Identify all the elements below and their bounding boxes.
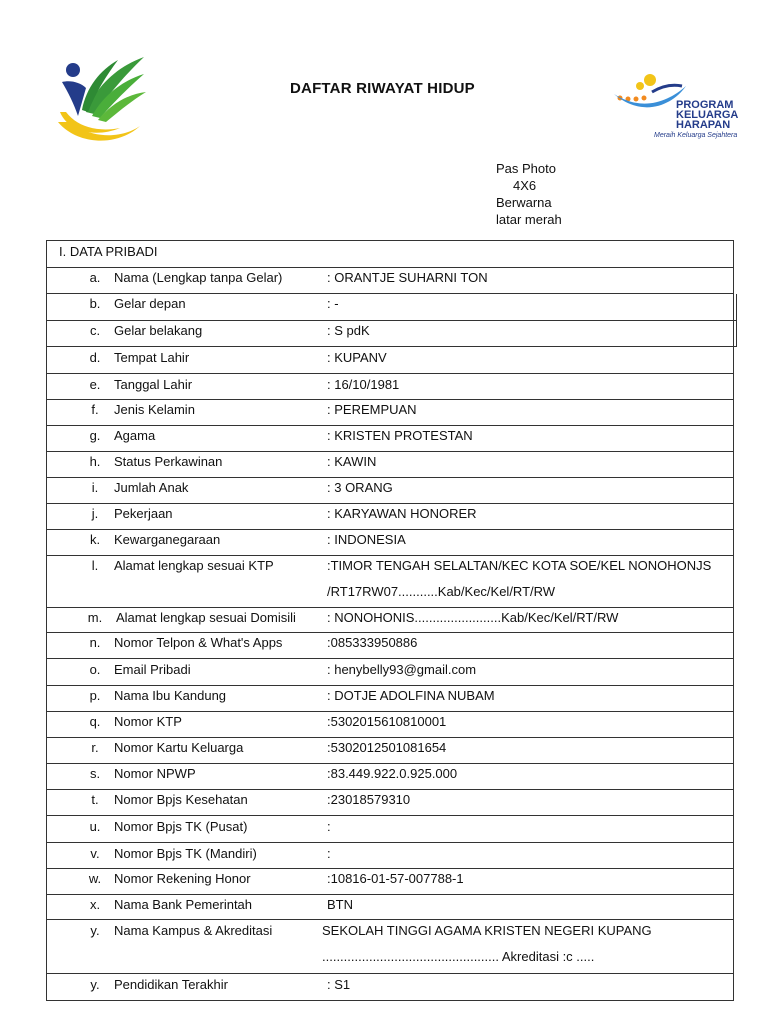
table-row	[47, 400, 733, 426]
row-label: Tanggal Lahir	[114, 377, 193, 392]
pas-photo-line-2: 4X6	[513, 178, 537, 193]
row-label: Alamat lengkap sesuai Domisili	[116, 610, 296, 625]
row-value: : 16/10/1981	[327, 377, 400, 392]
row-letter: j.	[91, 506, 99, 521]
row-value: : ORANTJE SUHARNI TON	[327, 270, 488, 285]
row-value: : KUPANV	[327, 350, 387, 365]
table-row	[47, 869, 733, 895]
table-row	[47, 347, 733, 374]
row-letter: y.	[90, 977, 100, 992]
row-value-continued: ................................................. Akreditasi :c .....	[322, 949, 595, 964]
table-row	[47, 974, 733, 1000]
row-letter: u.	[89, 819, 101, 834]
section-header-row	[47, 241, 733, 268]
row-label: Jumlah Anak	[114, 480, 189, 495]
logo-line-2: KELUARGA	[676, 109, 739, 121]
row-label: Nama (Lengkap tanpa Gelar)	[114, 270, 283, 285]
row-value: : NONOHONIS........................Kab/Kec/Kel/RT/RW	[327, 610, 619, 625]
table-row	[47, 452, 733, 478]
row-label: Status Perkawinan	[114, 454, 223, 469]
row-letter: i.	[91, 480, 99, 495]
row-value-continued: /RT17RW07...........Kab/Kec/Kel/RT/RW	[327, 584, 556, 599]
row-letter: q.	[89, 714, 101, 729]
table-row	[47, 294, 737, 321]
table-row	[47, 426, 733, 452]
table-row	[47, 686, 733, 712]
row-letter: r.	[91, 740, 99, 755]
row-value: BTN	[327, 897, 353, 912]
section-title: I. DATA PRIBADI	[59, 244, 158, 259]
row-label: Kewarganegaraan	[114, 532, 221, 547]
row-value: :5302015610810001	[327, 714, 447, 729]
row-label: Nomor KTP	[114, 714, 182, 729]
row-label: Pendidikan Terakhir	[114, 977, 228, 992]
row-letter: x.	[89, 897, 101, 912]
row-value: : henybelly93@gmail.com	[327, 662, 477, 677]
row-value: :23018579310	[327, 792, 411, 807]
row-letter: f.	[91, 402, 99, 417]
row-value: SEKOLAH TINGGI AGAMA KRISTEN NEGERI KUPANG	[322, 923, 652, 938]
row-letter: p.	[89, 688, 101, 703]
row-letter: b.	[89, 296, 101, 311]
row-letter: o.	[89, 662, 101, 677]
row-letter: l.	[91, 558, 99, 573]
row-label: Agama	[114, 428, 156, 443]
table-row	[47, 659, 733, 686]
row-letter: e.	[89, 377, 101, 392]
table-row	[47, 764, 733, 790]
row-label: Nomor Bpjs Kesehatan	[114, 792, 248, 807]
row-value: : -	[327, 296, 339, 311]
table-row	[47, 321, 737, 347]
table-row	[47, 712, 733, 738]
logo-tagline: Meraih Keluarga Sejahtera	[654, 132, 738, 139]
row-value: :5302012501081654	[327, 740, 447, 755]
table-row	[47, 268, 733, 294]
row-value: : KARYAWAN HONORER	[327, 506, 477, 521]
table-row	[47, 920, 733, 974]
table-row	[47, 738, 733, 764]
row-letter: w.	[88, 871, 102, 886]
row-letter: y.	[90, 923, 100, 938]
row-label: Nama Kampus & Akreditasi	[114, 923, 273, 938]
logo-line-3: HARAPAN	[676, 119, 731, 131]
table-row	[47, 633, 733, 659]
row-value: :	[327, 846, 331, 861]
row-value: :	[327, 819, 331, 834]
row-letter: m.	[87, 610, 103, 625]
row-value: : S pdK	[327, 323, 370, 338]
row-value: : PEREMPUAN	[327, 402, 417, 417]
logo-line-1: PROGRAM	[676, 99, 734, 111]
row-label: Nama Bank Pemerintah	[114, 897, 253, 912]
row-letter: t.	[91, 792, 99, 807]
data-pribadi-table	[46, 240, 734, 1001]
row-letter: k.	[89, 532, 101, 547]
row-label: Jenis Kelamin	[114, 402, 195, 417]
row-value: : S1	[327, 977, 351, 992]
row-letter: d.	[89, 350, 101, 365]
pas-photo-line-4: latar merah	[496, 212, 562, 227]
row-label: Nomor Bpjs TK (Pusat)	[114, 819, 248, 834]
program-keluarga-harapan-logo-icon	[612, 72, 742, 142]
row-label: Nomor Rekening Honor	[114, 871, 251, 886]
row-letter: g.	[89, 428, 101, 443]
row-letter: v.	[90, 846, 100, 861]
row-label: Tempat Lahir	[114, 350, 190, 365]
row-label: Nomor Telpon & What's Apps	[114, 635, 283, 650]
row-value: :TIMOR TENGAH SELALTAN/KEC KOTA SOE/KEL NONOHONJS	[327, 558, 712, 573]
row-label: Email Pribadi	[114, 662, 191, 677]
row-label: Nomor NPWP	[114, 766, 196, 781]
table-row	[47, 478, 733, 504]
table-row	[47, 790, 733, 816]
row-letter: a.	[89, 270, 101, 285]
pas-photo-note	[496, 160, 562, 228]
table-row	[47, 530, 733, 556]
row-label: Gelar belakang	[114, 323, 203, 338]
row-value: : KRISTEN PROTESTAN	[327, 428, 473, 443]
row-letter: s.	[89, 766, 101, 781]
row-value: : DOTJE ADOLFINA NUBAM	[327, 688, 495, 703]
row-label: Nama Ibu Kandung	[114, 688, 227, 703]
table-row	[47, 895, 733, 920]
table-row	[47, 608, 733, 633]
table-row	[47, 816, 733, 843]
table-row	[47, 374, 733, 400]
row-label: Nomor Bpjs TK (Mandiri)	[114, 846, 257, 861]
row-value: : KAWIN	[327, 454, 377, 469]
row-label: Alamat lengkap sesuai KTP	[114, 558, 274, 573]
row-letter: c.	[89, 323, 101, 338]
row-value: : 3 ORANG	[327, 480, 393, 495]
row-value: : INDONESIA	[327, 532, 406, 547]
government-logo-icon	[56, 52, 146, 148]
table-row	[47, 843, 733, 869]
pas-photo-line-3: Berwarna	[496, 195, 552, 210]
row-value: :83.449.922.0.925.000	[327, 766, 458, 781]
row-value: :085333950886	[327, 635, 418, 650]
row-label: Pekerjaan	[114, 506, 173, 521]
row-label: Nomor Kartu Keluarga	[114, 740, 244, 755]
row-value: :10816-01-57-007788-1	[327, 871, 464, 886]
row-label: Gelar depan	[114, 296, 186, 311]
table-row	[47, 504, 733, 530]
row-letter: n.	[89, 635, 101, 650]
row-letter: h.	[89, 454, 101, 469]
table-row	[47, 556, 733, 608]
pas-photo-line-1: Pas Photo	[496, 161, 556, 176]
document-title: DAFTAR RIWAYAT HIDUP	[290, 80, 475, 97]
